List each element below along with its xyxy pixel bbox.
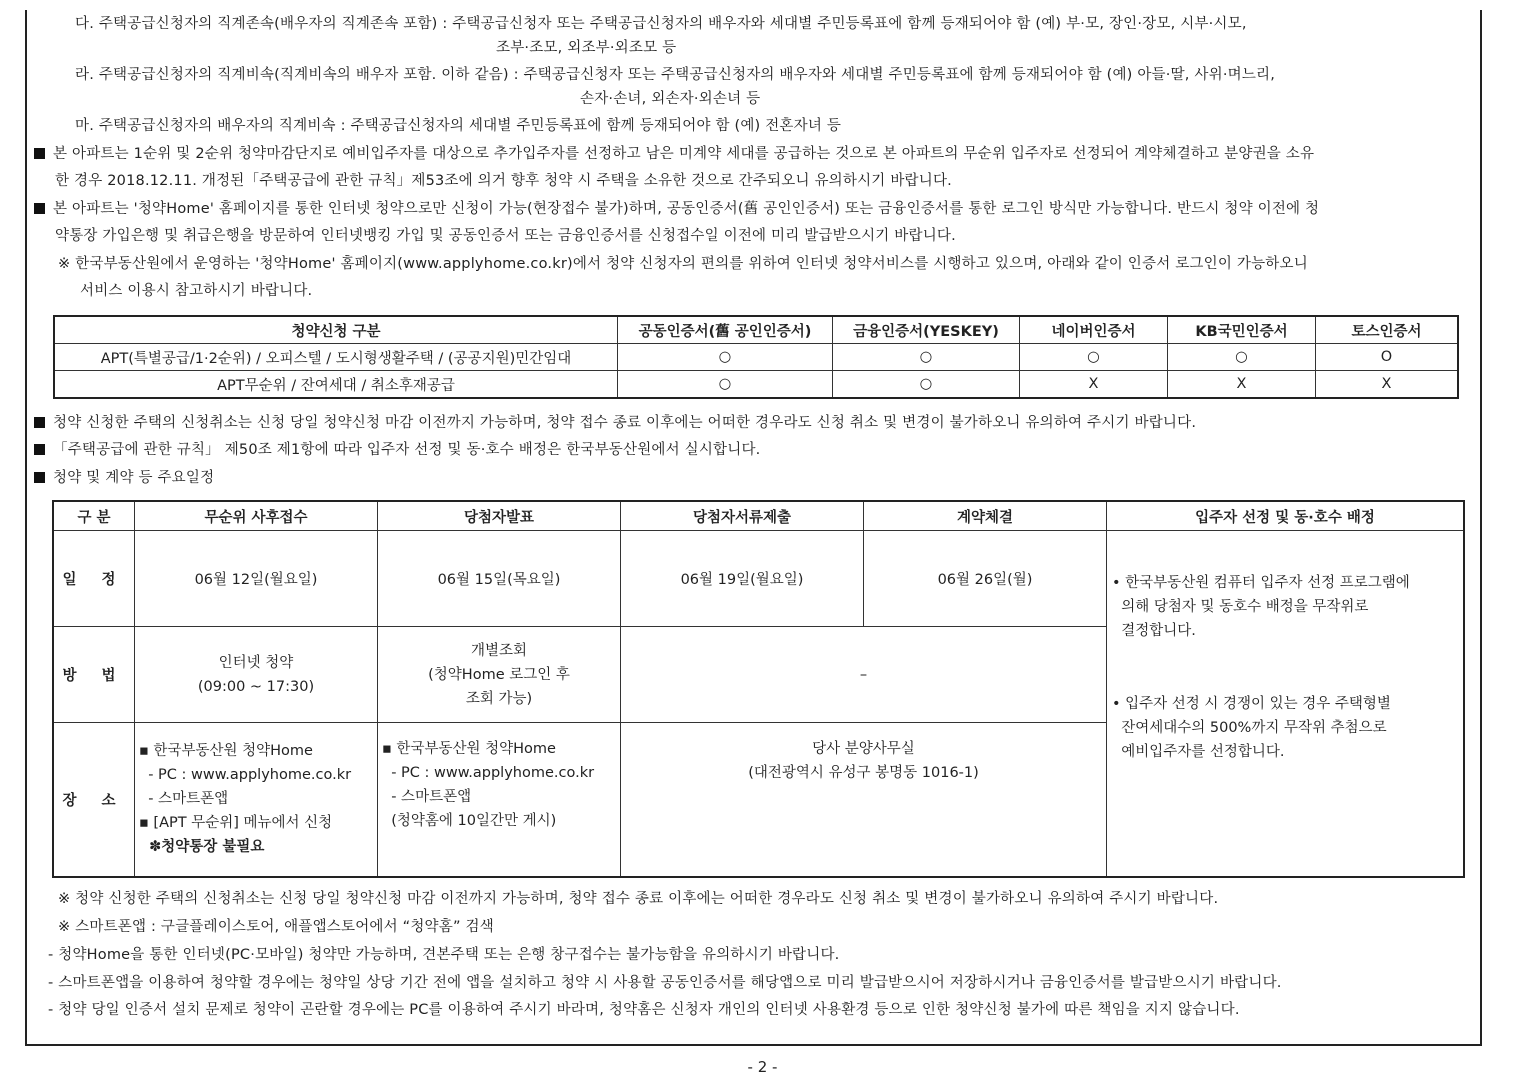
date-cell: 06월 15일(목요일) — [378, 531, 621, 627]
header-cell: 계약체결 — [864, 501, 1107, 531]
place-cell — [378, 723, 621, 877]
text-line: 조부·조모, 외조부·외조모 등 — [496, 40, 677, 56]
footer-line: ※ 청약 신청한 주택의 신청취소는 신청 당일 청약신청 마감 이전까지 가능하며, 청약 접수 종료 이후에는 어떠한 경우라도 신청 취소 및 변경이 불가하오니 유의하여 주시기 바랍니다. — [58, 891, 1219, 907]
date-cell: 06월 26일(월) — [864, 531, 1107, 627]
note-line: 서비스 이용시 참고하시기 바랍니다. — [80, 283, 313, 299]
cell-text: - 스마트폰앱 — [139, 791, 229, 808]
header-cell: 구 분 — [53, 501, 135, 531]
table-cell: ○ — [618, 371, 833, 399]
table-cell: X — [1316, 371, 1459, 399]
table-header-row — [53, 501, 1464, 531]
header-cell: 당첨자서류제출 — [621, 501, 864, 531]
table-row — [54, 344, 1458, 371]
text-line: 마. 주택공급신청자의 배우자의 직계비속 : 주택공급신청자의 세대별 주민등록표에 함께 등재되어야 함 (예) 전혼자녀 등 — [75, 118, 842, 134]
paragraph-bullet — [34, 440, 761, 460]
schedule-table — [52, 500, 1465, 878]
footer-line: ※ 스마트폰앱 : 구글플레이스토어, 애플앱스토어에서 “청약홈” 검색 — [58, 919, 494, 935]
page-number: - 2 - — [747, 1058, 778, 1076]
date-cell: 06월 12일(월요일) — [135, 531, 378, 627]
row-label: 장 소 — [53, 723, 135, 877]
cell-text: ✽청약통장 불필요 — [139, 839, 265, 856]
table-cell: O — [1316, 344, 1459, 371]
section-heading: 청약 및 계약 등 주요일정 — [53, 470, 215, 486]
certificate-table — [53, 315, 1459, 399]
method-cell: – — [621, 627, 1107, 723]
cell-text: - PC : www.applyhome.co.kr — [139, 767, 352, 784]
note-line: 의해 당첨자 및 동호수 배정을 무작위로 — [1112, 599, 1369, 615]
table-cell: ○ — [618, 344, 833, 371]
note-line: • 한국부동산원 컴퓨터 입주자 선정 프로그램에 — [1112, 575, 1410, 591]
paragraph-bullet — [34, 199, 1319, 219]
header-cell: 입주자 선정 및 동·호수 배정 — [1107, 501, 1465, 531]
table-cell: ○ — [833, 371, 1020, 399]
cell-text: (청약홈에 10일간만 게시) — [382, 813, 557, 829]
cell-text: (09:00 ~ 17:30) — [197, 678, 315, 695]
note-line: 예비입주자를 선정합니다. — [1112, 744, 1285, 760]
table-header-row — [54, 316, 1458, 344]
header-cell: 당첨자발표 — [378, 501, 621, 531]
cell-text: (청약Home 로그인 후 — [428, 666, 570, 683]
text-line: 라. 주택공급신청자의 직계비속(직계비속의 배우자 포함. 이하 같음) : 주택공급신청자 또는 주택공급신청자의 배우자와 세대별 주민등록표에 함께 등재되어야 함 (예) 아들·딸, 사위·며느리, — [75, 67, 1276, 83]
header-cell: 무순위 사후접수 — [135, 501, 378, 531]
footer-line: - 스마트폰앱을 이용하여 청약할 경우에는 청약일 상당 기간 전에 앱을 설치하고 청약 시 사용할 공동인증서를 해당앱으로 미리 발급받으시어 저장하시거나 금융인증서를 발급받으시기 바랍니다. — [48, 975, 1282, 991]
cell-text: ▪ 한국부동산원 청약Home — [382, 741, 556, 757]
table-cell: ○ — [833, 344, 1020, 371]
table-row — [54, 371, 1458, 399]
square-bullet-icon — [34, 203, 45, 214]
place-cell — [621, 723, 1107, 877]
cell-text: 인터넷 청약 — [218, 654, 294, 671]
footer-line: - 청약 당일 인증서 설치 문제로 청약이 곤란할 경우에는 PC를 이용하여 주시기 바라며, 청약홈은 신청자 개인의 인터넷 사용환경 등으로 인한 청약신청 불가에 따른 책임을 지지 않습니다. — [48, 1002, 1240, 1018]
notes-text — [1112, 571, 1410, 643]
header-cell: 네이버인증서 — [1020, 316, 1168, 344]
header-cell: KB국민인증서 — [1168, 316, 1316, 344]
table-cell: ○ — [1168, 344, 1316, 371]
header-cell: 청약신청 구분 — [54, 316, 618, 344]
paragraph-text: 청약 신청한 주택의 신청취소는 신청 당일 청약신청 마감 이전까지 가능하며, 청약 접수 종료 이후에는 어떠한 경우라도 신청 취소 및 변경이 불가하오니 유의하여 주시기 바랍니다. — [53, 415, 1197, 431]
header-cell: 공동인증서(舊 공인인증서) — [618, 316, 833, 344]
paragraph-bullet — [34, 413, 1196, 433]
header-cell: 금융인증서(YESKEY) — [833, 316, 1020, 344]
date-cell: 06월 19일(월요일) — [621, 531, 864, 627]
cell-text: (대전광역시 유성구 봉명동 1016-1) — [748, 765, 979, 781]
cell-text: 당사 분양사무실 — [812, 741, 915, 757]
note-line: 잔여세대수의 500%까지 무작위 추첨으로 — [1112, 720, 1387, 736]
table-cell: X — [1020, 371, 1168, 399]
text-line: 약통장 가입은행 및 취급은행을 방문하여 인터넷뱅킹 가입 및 공동인증서 또는 금융인증서를 신청접수일 이전에 미리 발급받으시기 바랍니다. — [55, 228, 956, 244]
cell-text: ▪ [APT 무순위] 메뉴에서 신청 — [139, 815, 333, 832]
footer-line: - 청약Home을 통한 인터넷(PC·모바일) 청약만 가능하며, 견본주택 또는 은행 창구접수는 불가능함을 유의하시기 바랍니다. — [48, 947, 840, 963]
paragraph-text: 본 아파트는 '청약Home' 홈페이지를 통한 인터넷 청약으로만 신청이 가능(현장접수 불가)하며, 공동인증서(舊 공인인증서) 또는 금융인증서를 통한 로그인 방식만 가능합니다. 반드시 청약 이전에 청 — [53, 201, 1320, 217]
note-line: • 입주자 선정 시 경쟁이 있는 경우 주택형별 — [1112, 696, 1391, 712]
square-bullet-icon — [34, 417, 45, 428]
row-label: 방 법 — [53, 627, 135, 723]
method-cell — [135, 627, 378, 723]
cell-text: ▪ 한국부동산원 청약Home — [139, 743, 313, 760]
paragraph-bullet — [34, 144, 1314, 164]
cell-text: - PC : www.applyhome.co.kr — [382, 765, 595, 781]
paragraph-text: 본 아파트는 1순위 및 2순위 청약마감단지로 예비입주자를 대상으로 추가입주자를 선정하고 남은 미계약 세대를 공급하는 것으로 본 아파트의 무순위 입주자로 선정되어 계약체결하고 분양권을 소유 — [53, 146, 1315, 162]
square-bullet-icon — [34, 472, 45, 483]
method-cell — [378, 627, 621, 723]
text-line: 한 경우 2018.12.11. 개정된「주택공급에 관한 규칙」제53조에 의거 향후 청약 시 주택을 소유한 것으로 간주되오니 유의하시기 바랍니다. — [55, 173, 952, 189]
place-cell — [135, 723, 378, 877]
header-cell: 토스인증서 — [1316, 316, 1459, 344]
note-line: ※ 한국부동산원에서 운영하는 '청약Home' 홈페이지(www.applyhome.co.kr)에서 청약 신청자의 편의를 위하여 인터넷 청약서비스를 시행하고 있으며, 아래와 같이 인증서 로그인이 가능하오니 — [58, 256, 1308, 272]
note-line: 결정합니다. — [1112, 623, 1196, 639]
table-cell: APT(특별공급/1·2순위) / 오피스텔 / 도시형생활주택 / (공공지원)민간임대 — [54, 344, 618, 371]
cell-text: - 스마트폰앱 — [382, 789, 472, 805]
paragraph-text: 「주택공급에 관한 규칙」 제50조 제1항에 따라 입주자 선정 및 동·호수 배정은 한국부동산원에서 실시합니다. — [53, 442, 761, 458]
square-bullet-icon — [34, 148, 45, 159]
table-cell: X — [1168, 371, 1316, 399]
row-label: 일 정 — [53, 531, 135, 627]
text-line: 손자·손녀, 외손자·외손녀 등 — [580, 91, 761, 107]
table-cell: APT무순위 / 잔여세대 / 취소후재공급 — [54, 371, 618, 399]
text-line: 다. 주택공급신청자의 직계존속(배우자의 직계존속 포함) : 주택공급신청자 또는 주택공급신청자의 배우자와 세대별 주민등록표에 함께 등재되어야 함 (예) 부·모, 장인·장모, 시부·시모, — [75, 16, 1247, 32]
paragraph-bullet — [34, 468, 214, 488]
cell-text: 조회 가능) — [465, 690, 533, 707]
cell-text: 개별조회 — [470, 642, 528, 659]
table-cell: ○ — [1020, 344, 1168, 371]
square-bullet-icon — [34, 444, 45, 455]
notes-text — [1112, 692, 1391, 764]
